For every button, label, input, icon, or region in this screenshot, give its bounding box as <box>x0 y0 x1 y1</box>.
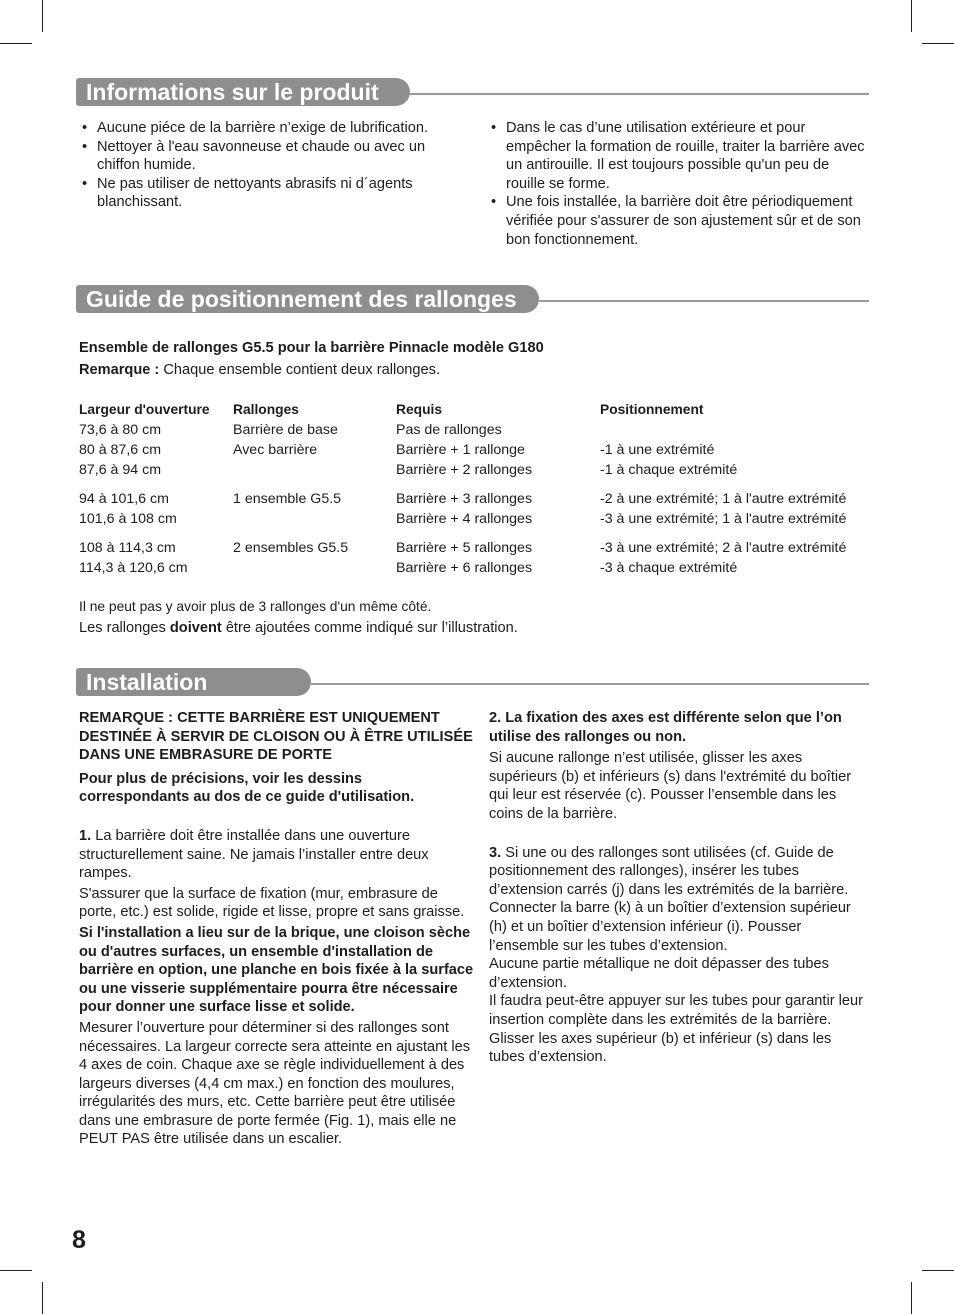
installation-left-column <box>79 709 475 1149</box>
section-rule <box>311 683 869 685</box>
table-cell: 101,6 à 108 cm <box>79 511 177 527</box>
step-2-text: Si aucune rallonge n’est utilisée, glisser les axes supérieurs (b) et inférieurs (s) dans l'extrémité du boîtier qui leur est réservée (c). Pousser l’ensemble dans les coins de la barrière. <box>489 750 852 822</box>
crop-mark <box>42 0 43 32</box>
step-2-heading: 2. La fixation des axes est différente selon que l’on utilise des rallonges ou non. <box>489 710 842 745</box>
table-cell: Barrière + 2 rallonges <box>396 462 533 478</box>
table-cell: -2 à une extrémité; 1 à l'autre extrémité <box>600 491 847 507</box>
table-cell: -1 à chaque extrémité <box>600 462 738 478</box>
table-row <box>79 509 870 529</box>
table-cell <box>233 460 396 480</box>
step-number: 1. <box>79 827 92 844</box>
table-cell: -3 à une extrémité; 1 à l'autre extrémité <box>600 511 847 527</box>
note-must-emphasis: doivent <box>169 620 222 636</box>
remark-label: Remarque : <box>79 361 160 378</box>
product-info-left-column <box>79 119 464 212</box>
crop-mark <box>922 1270 954 1271</box>
crop-mark <box>911 1282 912 1314</box>
table-cell: Pas de rallonges <box>396 422 502 438</box>
table-cell <box>600 420 870 440</box>
table-row <box>79 489 870 509</box>
table-header-cell: Positionnement <box>600 402 704 417</box>
step-3-press: Il faudra peut-être appuyer sur les tubes pour garantir leur insertion complète dans les extrémités de la barrière. Glisser les axes supérieur (b) et inférieur (s) dans les tubes d’extension. <box>489 993 863 1066</box>
section-header-installation <box>76 668 869 696</box>
installation-warning: REMARQUE : CETTE BARRIÈRE EST UNIQUEMENT DESTINÉE À SERVIR DE CLOISON OU À ÊTRE UTILISÉE DANS UNE EMBRASURE DE PORTE <box>79 710 473 764</box>
extension-table <box>79 400 870 578</box>
step-1-measure: Mesurer l’ouverture pour déterminer si des rallonges sont nécessaires. La largeur correcte sera atteinte en ajustant les 4 axes de coin. Chaque axe se règle individuellement à des largeurs diverses (4,4 cm max.) en fonction des moulures, irrégularités des murs, etc. Cette barrière peut être utilisée dans une embrasure de porte fermée (Fig. 1), mais elle ne PEUT PAS être utilisée dans un escalier. <box>79 1019 471 1148</box>
table-cell <box>233 558 396 578</box>
section-title: Guide de positionnement des rallonges <box>76 285 539 313</box>
table-row <box>79 460 870 480</box>
note-max-extensions: Il ne peut pas y avoir plus de 3 rallonges d'un même côté. <box>79 599 432 614</box>
table-cell: 87,6 à 94 cm <box>79 462 162 478</box>
table-header-cell: Requis <box>396 402 442 417</box>
step-3: 3. Si une ou des rallonges sont utilisées (cf. Guide de positionnement des rallonges), insérer les tubes d’extension carrés (j) dans les extrémités de la barrière. Connecter la barre (k) à un boîtier d’extension supérieur (h) et un boîtier d’extension inférieur (i). Pousser l’ensemble sur les tubes d’extension. <box>489 844 851 954</box>
positioning-notes <box>79 598 869 638</box>
table-cell: Avec barrière <box>233 442 318 458</box>
installation-more-details: Pour plus de précisions, voir les dessins correspondants au dos de ce guide d'utilisation. <box>79 770 415 806</box>
table-cell: Barrière + 1 rallonge <box>396 442 525 458</box>
table-cell: 94 à 101,6 cm <box>79 491 169 507</box>
section-title: Installation <box>76 668 311 696</box>
table-cell: Barrière + 3 rallonges <box>396 491 533 507</box>
positioning-intro <box>79 338 869 381</box>
table-cell: -3 à une extrémité; 2 à l'autre extrémité <box>600 540 847 556</box>
positioning-remark <box>79 360 869 382</box>
crop-mark <box>911 0 912 32</box>
remark-text: Chaque ensemble contient deux rallonges. <box>159 361 441 378</box>
table-row <box>79 558 870 578</box>
table-header-cell: Largeur d'ouverture <box>79 402 210 417</box>
table-cell: 2 ensembles G5.5 <box>233 540 349 556</box>
step-number: 3. <box>489 844 502 861</box>
crop-mark <box>0 1270 32 1271</box>
step-3-metal: Aucune partie métallique ne doit dépasser des tubes d’extension. <box>489 956 829 991</box>
table-cell <box>233 509 396 529</box>
table-row <box>79 538 870 558</box>
section-header-product-info <box>76 78 869 106</box>
table-cell: 114,3 à 120,6 cm <box>79 560 188 576</box>
table-cell: Barrière + 4 rallonges <box>396 511 533 527</box>
page-number: 8 <box>72 1226 86 1254</box>
table-cell: 73,6 à 80 cm <box>79 422 162 438</box>
table-cell: 108 à 114,3 cm <box>79 540 176 556</box>
crop-mark <box>42 1282 43 1314</box>
section-title: Informations sur le produit <box>76 78 410 106</box>
table-row <box>79 420 870 440</box>
table-row <box>79 440 870 460</box>
table-cell: Barrière + 5 rallonges <box>396 540 533 556</box>
list-item: • Dans le cas d’une utilisation extérieure et pour empêcher la formation de rouille, traiter la barrière avec un antirouille. Il est toujours possible qu'un peu de rouille se forme. <box>488 119 870 193</box>
list-item: • Nettoyer à l'eau savonneuse et chaude ou avec un chiffon humide. <box>79 138 464 175</box>
table-cell: Barrière + 6 rallonges <box>396 560 533 576</box>
step-1-surface: S'assurer que la surface de fixation (mur, embrasure de porte, etc.) est solide, rigide et lisse, propre et sans graisse. <box>79 885 465 921</box>
crop-mark <box>922 43 954 44</box>
list-item: • Aucune piéce de la barrière n’exige de lubrification. <box>79 119 464 138</box>
positioning-subtitle: Ensemble de rallonges G5.5 pour la barrière Pinnacle modèle G180 <box>79 340 544 356</box>
section-header-positioning <box>76 285 869 313</box>
table-cell: 80 à 87,6 cm <box>79 442 162 458</box>
table-cell: Barrière de base <box>233 422 338 438</box>
product-info-right-column <box>488 119 870 249</box>
installation-right-column <box>489 709 871 1067</box>
table-cell: -3 à chaque extrémité <box>600 560 738 576</box>
note-must: Les rallonges doivent être ajoutées comme indiqué sur l’illustration. <box>79 620 518 636</box>
list-item: • Ne pas utiliser de nettoyants abrasifs ni d´agents blanchissant. <box>79 175 464 212</box>
step-1-brick: Si l'installation a lieu sur de la brique, une cloison sèche ou d'autres surfaces, un ensemble d'installation de barrière en option, une planche en bois fixée à la surface ou une visserie supplémentaire pourra être nécessaire pour donner une surface lisse et solide. <box>79 924 474 1016</box>
crop-mark <box>0 43 32 44</box>
step-1: 1. La barrière doit être installée dans une ouverture structurellement saine. Ne jamais l’installer entre deux rampes. <box>79 827 429 882</box>
list-item: • Une fois installée, la barrière doit être périodiquement vérifiée pour s'assurer de son ajustement sûr et de son bon fonctionnement. <box>488 193 870 249</box>
table-cell: 1 ensemble G5.5 <box>233 491 342 507</box>
table-cell: -1 à une extrémité <box>600 442 715 458</box>
section-rule <box>410 93 869 95</box>
table-header-row <box>79 400 870 420</box>
table-header-cell: Rallonges <box>233 402 299 417</box>
section-rule <box>539 300 869 302</box>
